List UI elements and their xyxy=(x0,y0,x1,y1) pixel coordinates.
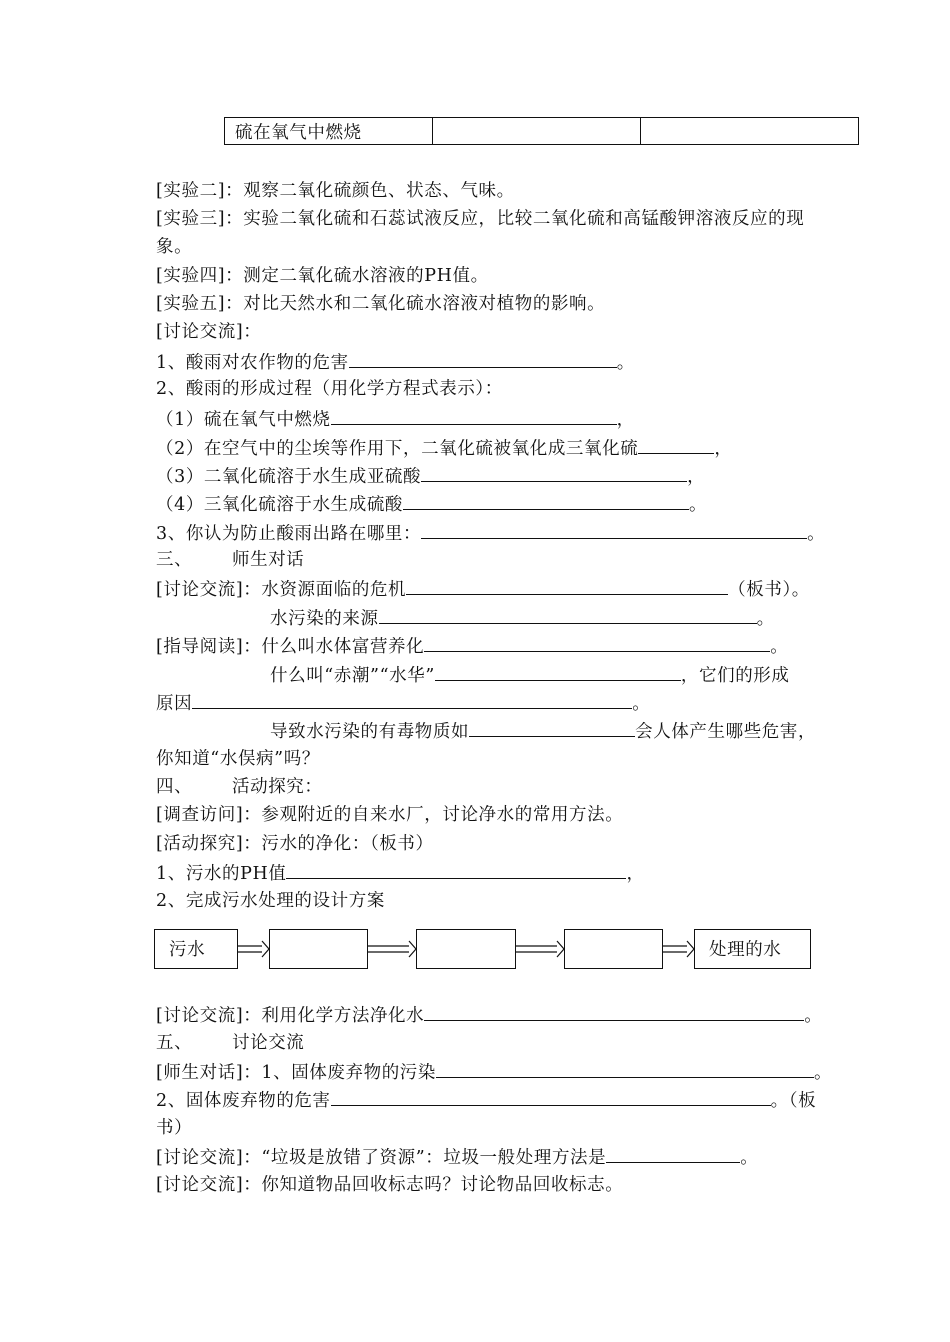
design-plan: 2、完成污水处理的设计方案 xyxy=(156,891,385,911)
section-5-title: 讨论交流 xyxy=(232,1033,305,1053)
discussion-water-crisis-text: [讨论交流]：水资源面临的危机 xyxy=(156,580,407,600)
guided-reading-text: [指导阅读]：什么叫水体富营养化 xyxy=(156,637,425,657)
discussion-garbage xyxy=(156,1146,758,1168)
red-tide-text: 什么叫“赤潮”“水华” xyxy=(270,666,435,686)
toxic-text: 导致水污染的有毒物质如 xyxy=(270,722,470,742)
experiment-3: [实验三]：实验二氧化硫和石蕊试液反应，比较二氧化硫和高锰酸钾溶液反应的现 xyxy=(156,209,805,229)
punct: ， xyxy=(714,439,733,459)
question-2-4-text: （4）三氧化硫溶于水生成硫酸 xyxy=(156,495,404,515)
section-4-title: 活动探究： xyxy=(232,777,323,797)
punct: 。 xyxy=(807,524,826,544)
punct: 。 xyxy=(740,1148,759,1168)
blackboard-note: 。（板 xyxy=(770,1091,817,1111)
experiment-5: [实验五]：对比天然水和二氧化硫水溶液对植物的影响。 xyxy=(156,294,606,314)
harm-text: 2、固体废弃物的危害 xyxy=(156,1091,331,1111)
experiment-4: [实验四]：测定二氧化硫水溶液的PH值。 xyxy=(156,266,489,286)
activity-purification: [活动探究]：污水的净化：（板书） xyxy=(156,834,434,854)
solid-waste-harm xyxy=(156,1089,816,1111)
answer-blank[interactable] xyxy=(606,1146,740,1163)
dialog-text: [师生对话]：1、固体废弃物的污染 xyxy=(156,1063,436,1083)
section-5-number: 五、 xyxy=(156,1033,193,1053)
experiment-2: [实验二]：观察二氧化硫颜色、状态、气味。 xyxy=(156,181,515,201)
punct: ， xyxy=(616,410,635,430)
question-2-2-text: （2）在空气中的尘埃等作用下，二氧化硫被氧化成三氧化硫 xyxy=(156,439,639,459)
pollution-source-text: 水污染的来源 xyxy=(270,609,379,629)
question-2-1-text: （1）硫在氧气中燃烧 xyxy=(156,410,331,430)
discussion-heading: [讨论交流]： xyxy=(156,322,262,342)
arrow-icon xyxy=(516,941,564,957)
discussion-recycling: [讨论交流]：你知道物品回收标志吗？讨论物品回收标志。 xyxy=(156,1175,624,1195)
punct: 。 xyxy=(616,353,635,373)
teacher-student-dialog xyxy=(156,1061,832,1083)
punct: 。 xyxy=(814,1063,833,1083)
red-tide-text-end: ，它们的形成 xyxy=(680,666,790,686)
punct: 。 xyxy=(770,637,789,657)
toxic-text-end: 会人体产生哪些危害， xyxy=(635,722,817,742)
section-4-number: 四、 xyxy=(156,777,193,797)
discussion-chemical-purification xyxy=(156,1004,822,1026)
answer-blank[interactable] xyxy=(424,1004,804,1021)
section-3-number: 三、 xyxy=(156,550,193,570)
question-2-3-text: （3）二氧化硫溶于水生成亚硫酸 xyxy=(156,467,422,487)
punct: ， xyxy=(687,467,706,487)
blackboard-note: （板书）。 xyxy=(728,580,810,600)
question-2: 2、酸雨的形成过程（用化学方程式表示）： xyxy=(156,379,503,399)
survey-visit: [调查访问]：参观附近的自来水厂，讨论净水的常用方法。 xyxy=(156,805,624,825)
cause-text: 原因 xyxy=(156,694,193,714)
question-1-text: 1、酸雨对农作物的危害 xyxy=(156,353,349,373)
arrow-icon xyxy=(238,941,269,957)
answer-blank[interactable] xyxy=(331,1089,771,1106)
section-3-title: 师生对话 xyxy=(232,550,305,570)
minamata-question: 你知道“水俣病”吗？ xyxy=(156,749,320,769)
flow-start-label: 污水 xyxy=(169,940,206,960)
chemical-purification-text: [讨论交流]：利用化学方法净化水 xyxy=(156,1006,425,1026)
punct: 。 xyxy=(756,609,775,629)
punct: ， xyxy=(626,864,645,884)
experiment-3-cont: 象。 xyxy=(156,237,193,257)
flow-end-label: 处理的水 xyxy=(709,940,782,960)
answer-blank[interactable] xyxy=(436,1061,814,1078)
punct: 。 xyxy=(689,495,708,515)
arrow-icon xyxy=(368,941,416,957)
garbage-text: [讨论交流]：“垃圾是放错了资源”：垃圾一般处理方法是 xyxy=(156,1148,607,1168)
sewage-ph-text: 1、污水的PH值 xyxy=(156,864,287,884)
punct: 。 xyxy=(804,1006,823,1026)
punct: 。 xyxy=(632,694,651,714)
arrow-icon xyxy=(663,941,694,957)
table-row-label: 硫在氧气中燃烧 xyxy=(225,118,433,145)
question-3-text: 3、你认为防止酸雨出路在哪里： xyxy=(156,524,422,544)
solid-waste-harm-cont: 书） xyxy=(156,1118,193,1138)
